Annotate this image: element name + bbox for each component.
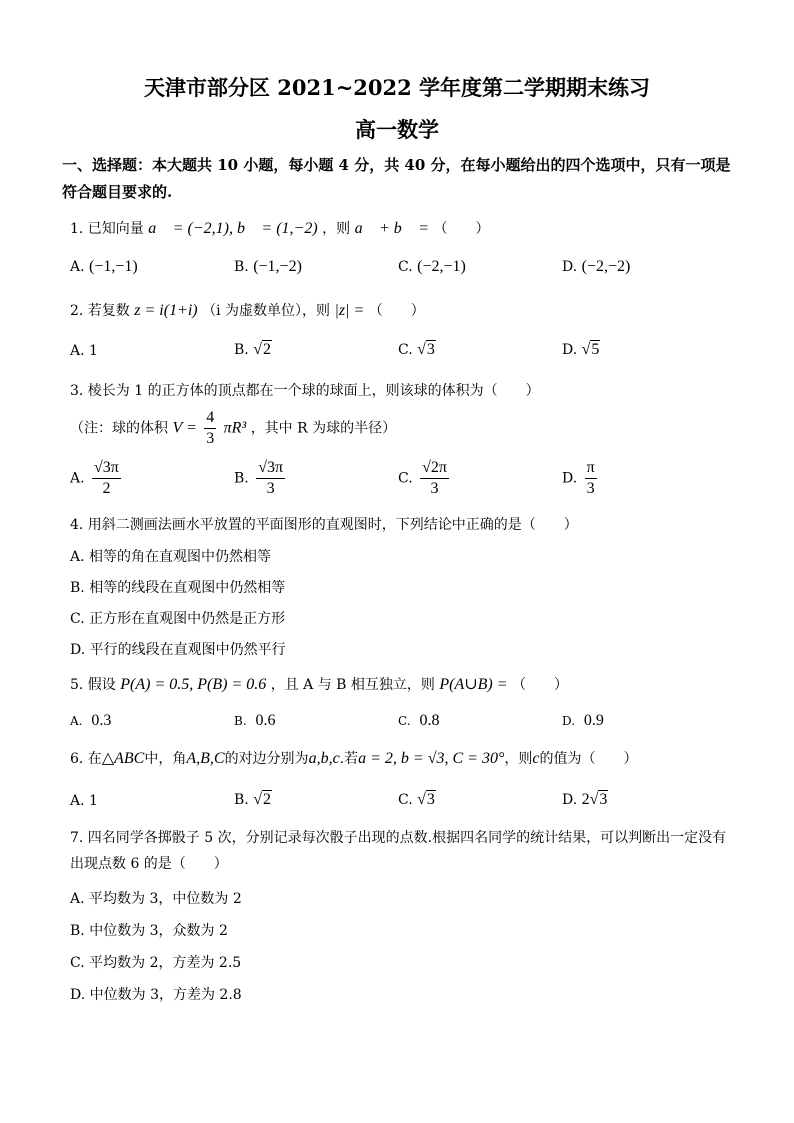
q6-option-d (562, 791, 608, 809)
q2-prefix: 2. 若复数 (70, 303, 130, 319)
q6-d-radicand: 3 (599, 791, 608, 808)
sqrt-symbol: √2 (253, 791, 271, 808)
q6-b-label: B. (234, 792, 249, 808)
sqrt-numerator: √2π (420, 458, 449, 479)
question-1-stem (70, 218, 490, 238)
q3-b-label: B. (234, 470, 249, 487)
q5-b-value: 0.6 (255, 712, 276, 729)
q5-d-label: D. (562, 714, 576, 728)
q6-suffix: 的值为（ ） (539, 751, 638, 767)
fraction (256, 458, 285, 499)
q3-note-suffix: ，其中 R 为球的半径） (250, 420, 397, 437)
q5-c-value: 0.8 (419, 712, 440, 729)
q6-mid: 中，角 (144, 751, 187, 767)
q1-prefix: 1. 已知向量 (70, 221, 144, 237)
q6-d-coef: 2 (581, 791, 590, 808)
q3-note-prefix: （注：球的体积 (70, 420, 168, 437)
q3-option-c (398, 458, 452, 499)
q1-option-a (70, 258, 138, 276)
fraction (204, 408, 216, 449)
q5-paren: （ ） (512, 677, 569, 693)
q7-option-b: B. 中位数为 3，众数为 2 (70, 923, 228, 939)
fraction (585, 458, 597, 499)
q2-option-d (562, 341, 600, 359)
q3-option-a (70, 458, 124, 499)
q1-b-value: (−1,−2) (253, 258, 302, 275)
q3-a-label: A. (70, 470, 85, 487)
q3-d-label: D. (562, 470, 578, 487)
sqrt-symbol: √3 (589, 791, 608, 808)
q6-sides: a,b,c (308, 750, 340, 767)
q3-d-num: π (585, 458, 597, 479)
q3-option-d (562, 458, 600, 499)
q6-b-radicand: 2 (262, 791, 271, 808)
q1-option-c (398, 258, 466, 276)
q6-mid4: ，则 (504, 751, 533, 767)
q7-option-c: C. 平均数为 2，方差为 2.5 (70, 955, 242, 971)
q5-option-c (398, 712, 439, 730)
q2-paren: （ ） (368, 303, 425, 319)
q6-triangle: △ABC (101, 750, 145, 767)
q7-option-a: A. 平均数为 3，中位数为 2 (70, 891, 242, 907)
q2-d-radicand: 5 (591, 341, 600, 358)
q3-a-den: 2 (102, 480, 111, 497)
exam-title: 天津市部分区 2021~2022 学年度第二学期期末练习 (143, 75, 651, 100)
q6-c-radicand: 3 (426, 791, 435, 808)
q6-d-label: D. (562, 792, 578, 808)
q6-angles: A,B,C (186, 750, 225, 767)
q1-d-label: D. (562, 259, 578, 275)
q6-option-b (234, 791, 272, 809)
q1-sum: a⃗ + b⃗ = (354, 220, 430, 237)
sqrt-numerator: √3π (256, 458, 285, 479)
q6-option-c (398, 791, 436, 809)
q2-complex: z = i(1+i) (134, 302, 198, 319)
q5-a-value: 0.3 (91, 712, 112, 729)
sqrt-symbol: √5 (581, 341, 600, 358)
q1-option-d (562, 258, 630, 276)
q1-c-label: C. (398, 259, 413, 275)
q7-option-d: D. 中位数为 3，方差为 2.8 (70, 987, 242, 1003)
q1-a-value: (−1,−1) (89, 258, 138, 275)
q5-option-a (70, 712, 111, 730)
q4-option-b: B. 相等的线段在直观图中仍然相等 (70, 580, 286, 596)
question-2-stem (70, 300, 425, 320)
exam-subtitle: 高一数学 (355, 117, 439, 142)
q3-c-num: 2π (430, 459, 447, 476)
q6-c-label: C. (398, 792, 413, 808)
q5-mid: ，且 A 与 B 相互独立，则 (270, 677, 435, 693)
fraction (420, 458, 449, 499)
q5-d-value: 0.9 (583, 712, 604, 729)
q1-d-value: (−2,−2) (581, 258, 631, 275)
q5-prefix: 5. 假设 (70, 677, 116, 693)
question-4-stem: 4. 用斜二测画法画水平放置的平面图形的直观图时，下列结论中正确的是（ ） (70, 517, 578, 533)
q3-c-label: C. (398, 470, 413, 487)
q5-probabilities: P(A) = 0.5, P(B) = 0.6 (120, 676, 267, 693)
q3-note-den: 3 (206, 430, 215, 447)
sqrt-numerator: √3π (92, 458, 121, 479)
sqrt-symbol: √3 (417, 341, 435, 358)
section-heading: 一、选择题：本大题共 10 小题，每小题 4 分，共 40 分，在每小题给出的四个选项中，只有一项是符合题目要求的. (62, 156, 731, 201)
q1-c-value: (−2,−1) (417, 258, 466, 275)
q4-option-a: A. 相等的角在直观图中仍然相等 (70, 549, 272, 565)
sqrt-symbol: √3 (417, 791, 435, 808)
q5-union: P(A∪B) = (439, 676, 508, 693)
question-3-note (70, 408, 396, 449)
q2-c-radicand: 3 (426, 341, 435, 358)
q3-d-den: 3 (586, 480, 595, 497)
q6-c: c (532, 750, 540, 767)
question-7-stem: 7. 四名同学各掷骰子 5 次，分别记录每次骰子出现的点数.根据四名同学的统计结果，可以判断出一定没有出现点数 6 的是（ ） (70, 830, 727, 872)
q2-c-label: C. (398, 342, 413, 358)
q3-a-num: 3π (102, 459, 119, 476)
question-5-stem (70, 674, 568, 694)
sqrt-symbol: √2 (253, 341, 271, 358)
q2-option-a: A. 1 (70, 343, 98, 359)
q4-option-c: C. 正方形在直观图中仍然是正方形 (70, 611, 286, 627)
q5-a-label: A. (70, 714, 83, 728)
q5-option-d (562, 712, 604, 730)
q1-vectors: a⃗ = (−2,1), b⃗ = (1,−2) (148, 220, 318, 237)
q3-c-den: 3 (430, 480, 439, 497)
q1-option-b (234, 258, 302, 276)
q1-b-label: B. (234, 259, 249, 275)
q2-b-radicand: 2 (262, 341, 271, 358)
q1-a-label: A. (70, 259, 85, 275)
q5-c-label: C. (398, 714, 411, 728)
q1-paren: （ ） (433, 221, 490, 237)
q3-note-lhs: V = (172, 419, 197, 437)
q1-mid: ，则 (322, 221, 351, 237)
q6-mid2: 的对边分别为 (224, 751, 309, 767)
q6-given: a = 2, b = √3, C = 30° (358, 750, 505, 767)
q3-option-b (234, 458, 288, 499)
q2-option-c (398, 341, 436, 359)
q3-b-den: 3 (266, 480, 275, 497)
q3-b-num: 3π (266, 459, 284, 476)
q2-modulus: |z| = (334, 302, 365, 319)
q2-option-b (234, 341, 272, 359)
q3-note-num: 4 (204, 408, 216, 429)
q3-note-rhs: πR³ (223, 419, 247, 437)
q6-option-a: A. 1 (70, 793, 98, 809)
question-3-stem: 3. 棱长为 1 的正方体的顶点都在一个球的球面上，则该球的体积为（ ） (70, 383, 540, 399)
q6-mid3: .若 (339, 751, 359, 767)
q6-prefix: 6. 在 (70, 751, 102, 767)
q2-d-label: D. (562, 342, 578, 358)
q2-mid: （i 为虚数单位），则 (202, 303, 331, 319)
q4-option-d: D. 平行的线段在直观图中仍然平行 (70, 642, 286, 658)
fraction (92, 458, 121, 499)
q2-b-label: B. (234, 342, 249, 358)
question-6-stem (70, 748, 637, 768)
q5-b-label: B. (234, 714, 247, 728)
q5-option-b (234, 712, 276, 730)
